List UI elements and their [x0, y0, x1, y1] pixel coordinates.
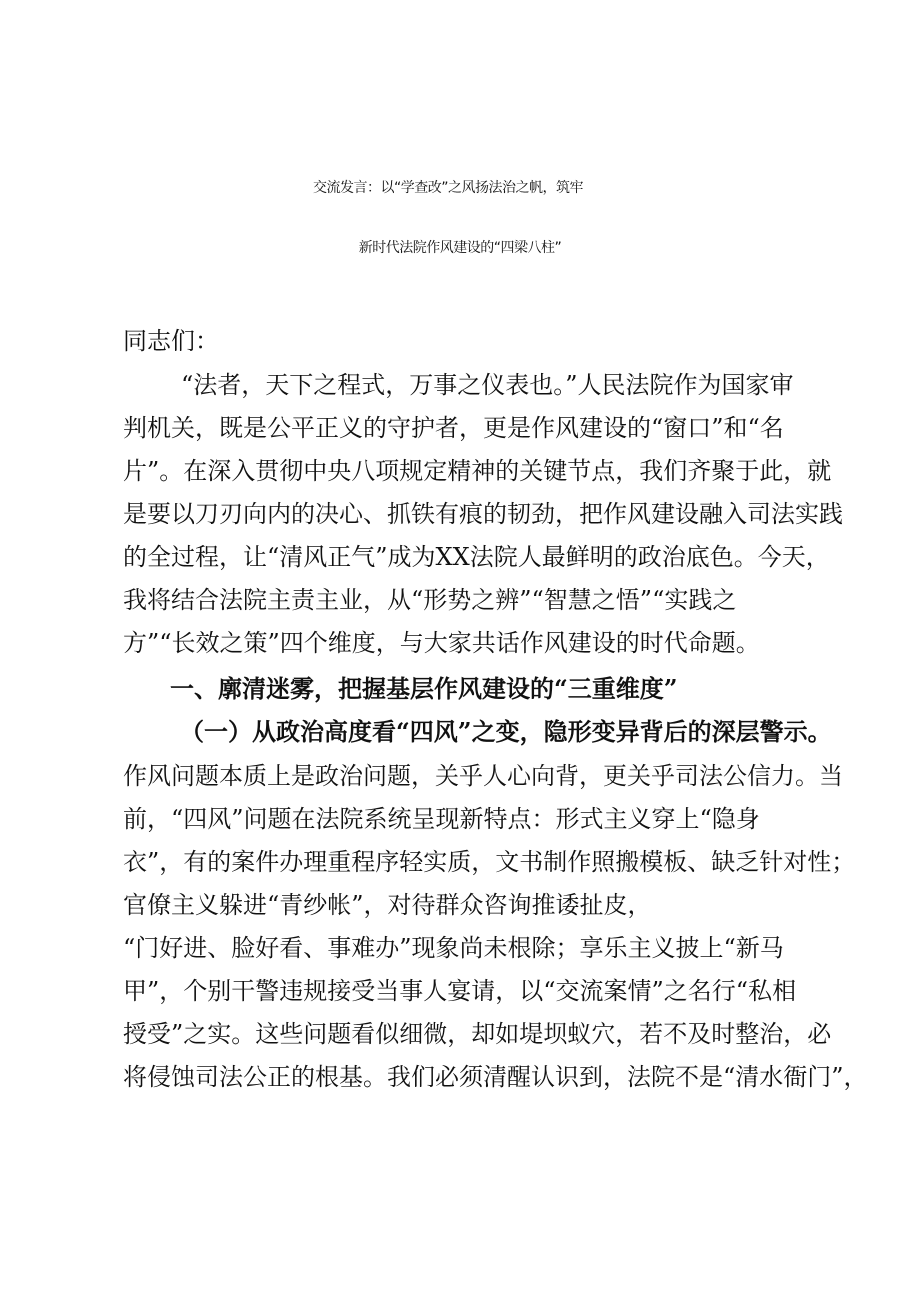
- paragraph-line: 方”“长效之策”四个维度，与大家共话作风建设的时代命题。: [123, 629, 760, 657]
- section-heading: 一、廓清迷雾，把握基层作风建设的“三重维度”: [170, 674, 678, 703]
- paragraph-line: 是要以刀刃向内的决心、抓铁有痕的韧劲，把作风建设融入司法实践: [123, 500, 843, 528]
- paragraph-line: 官僚主义躲进“青纱帐”，对待群众咨询推诿扯皮，: [123, 891, 652, 919]
- paragraph-line: 我将结合法院主责主业，从“形势之辨”“智慧之悟”“实践之: [123, 586, 737, 614]
- paragraph-line: 将侵蚀司法公正的根基。我们必须清醒认识到，法院不是“清水衙门”，: [123, 1063, 868, 1091]
- salutation: 同志们：: [123, 327, 219, 355]
- title-line-1: 交流发言：以“学查改”之风扬法治之帆，筑牢: [312, 180, 583, 196]
- title-line-2: 新时代法院作风建设的“四梁八柱”: [358, 240, 562, 256]
- paragraph-line: “法者，天下之程式，万事之仪表也。”人民法院作为国家审: [181, 371, 794, 399]
- paragraph-line: 的全过程，让“清风正气”成为XX法院人最鲜明的政治底色。今天，: [123, 543, 830, 571]
- paragraph-line: 甲”，个别干警违规接受当事人宴请，以“交流案情”之名行“私相: [123, 977, 797, 1005]
- paragraph-line: 衣”，有的案件办理重程序轻实质，文书制作照搬模板、缺乏针对性；: [123, 848, 856, 876]
- paragraph-line: “门好进、脸好看、事难办”现象尚未根除；享乐主义披上“新马: [123, 934, 784, 962]
- paragraph-line: 判机关，既是公平正义的守护者，更是作风建设的“窗口”和“名: [123, 414, 784, 442]
- paragraph-line: 前，“四风”问题在法院系统呈现新特点：形式主义穿上“隐身: [123, 805, 760, 833]
- subsection-heading: （一）从政治高度看“四风”之变，隐形变异背后的深层警示。: [180, 717, 832, 746]
- paragraph-line: 片”。在深入贯彻中央八项规定精神的关键节点，我们齐聚于此，就: [123, 457, 832, 485]
- paragraph-line: 作风问题本质上是政治问题，关乎人心向背，更关乎司法公信力。当: [123, 762, 843, 790]
- paragraph-line: 授受”之实。这些问题看似细微，却如堤坝蚁穴，若不及时整治，必: [123, 1020, 832, 1048]
